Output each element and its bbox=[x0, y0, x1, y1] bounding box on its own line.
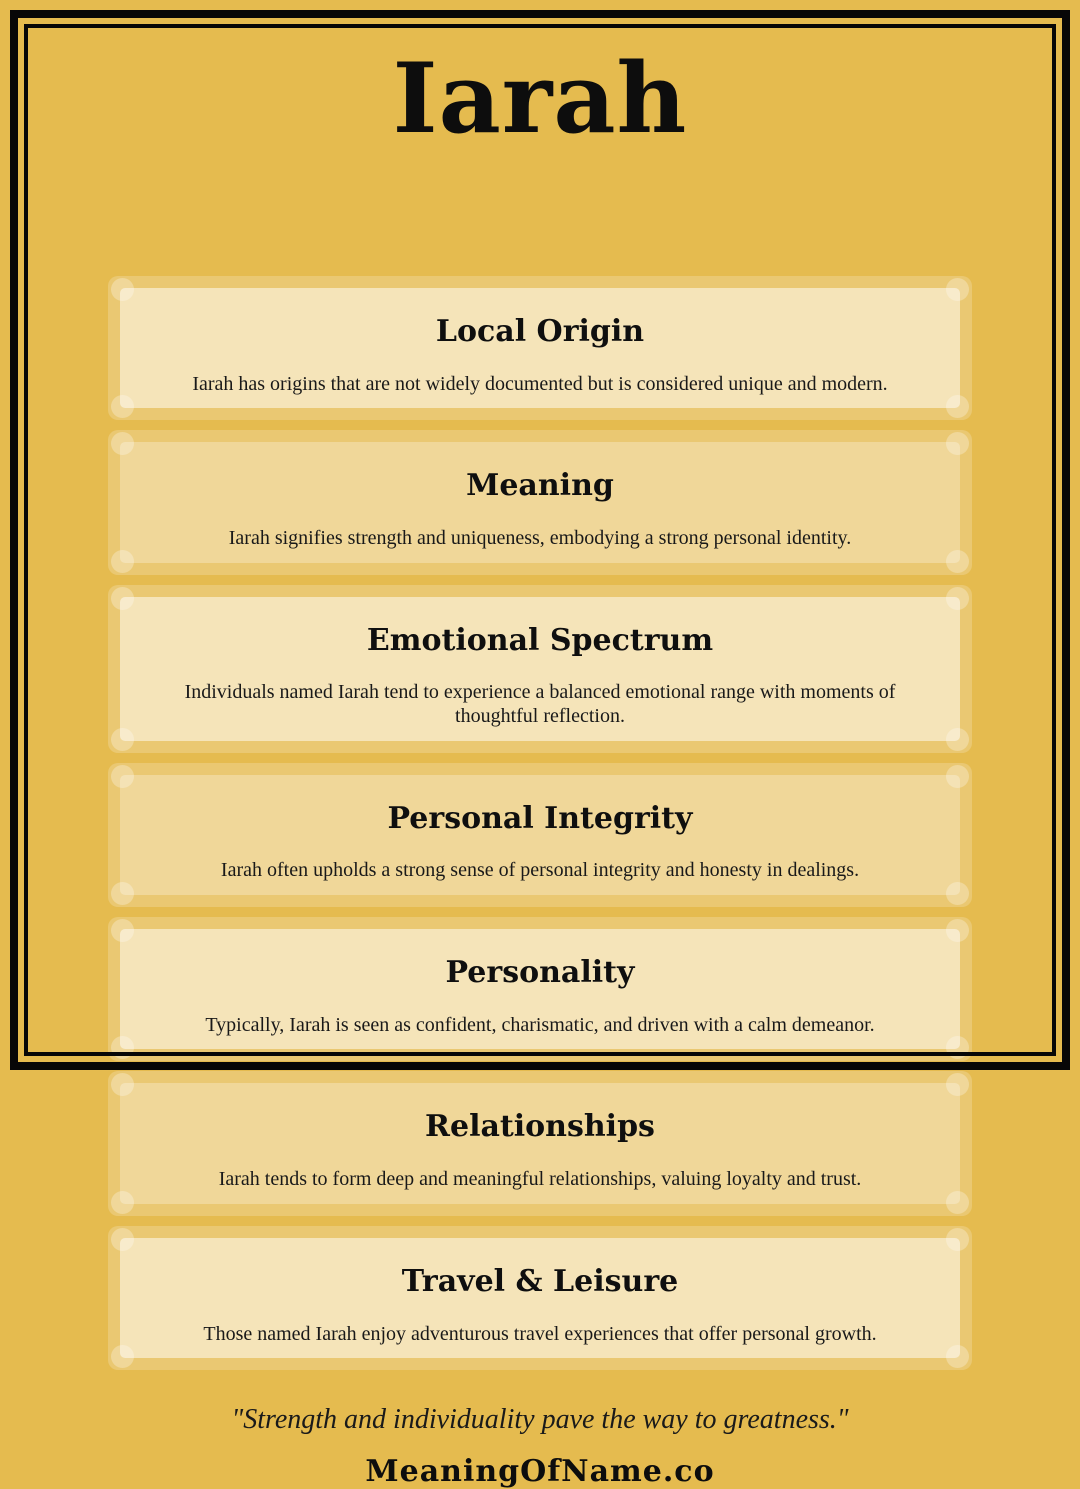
info-card bbox=[108, 430, 972, 574]
card-body-text: Iarah often upholds a strong sense of personal integrity and honesty in dealings. bbox=[220, 859, 860, 882]
info-card bbox=[108, 585, 972, 753]
corner-rivet-icon bbox=[111, 882, 134, 905]
page-content bbox=[28, 28, 1052, 1489]
corner-rivet-icon bbox=[111, 728, 134, 751]
card-heading: Relationships bbox=[425, 1109, 655, 1145]
card-list bbox=[108, 276, 972, 1370]
corner-rivet-icon bbox=[111, 587, 134, 610]
corner-rivet-icon bbox=[111, 1228, 134, 1251]
corner-rivet-icon bbox=[946, 278, 969, 301]
corner-rivet-icon bbox=[111, 1191, 134, 1214]
corner-rivet-icon bbox=[111, 1036, 134, 1059]
corner-rivet-icon bbox=[946, 587, 969, 610]
card-panel bbox=[120, 929, 960, 1049]
footer bbox=[231, 1404, 848, 1489]
card-heading: Personal Integrity bbox=[387, 800, 693, 836]
card-panel bbox=[120, 1083, 960, 1203]
tagline-quote: "Strength and individuality pave the way to greatness." bbox=[231, 1404, 849, 1436]
corner-rivet-icon bbox=[111, 278, 134, 301]
info-card bbox=[108, 917, 972, 1061]
card-panel bbox=[120, 442, 960, 562]
page-title: Iarah bbox=[392, 42, 688, 155]
brand-watermark: MeaningOfName.co bbox=[365, 1454, 715, 1489]
card-heading: Local Origin bbox=[435, 313, 645, 349]
corner-rivet-icon bbox=[946, 395, 969, 418]
card-heading: Travel & Leisure bbox=[401, 1263, 679, 1299]
corner-rivet-icon bbox=[946, 728, 969, 751]
corner-rivet-icon bbox=[946, 550, 969, 573]
card-panel bbox=[120, 775, 960, 895]
corner-rivet-icon bbox=[946, 432, 969, 455]
corner-rivet-icon bbox=[946, 1228, 969, 1251]
corner-rivet-icon bbox=[111, 1345, 134, 1368]
corner-rivet-icon bbox=[111, 919, 134, 942]
info-card bbox=[108, 763, 972, 907]
card-heading: Personality bbox=[445, 954, 635, 990]
card-body-text: Iarah signifies strength and uniqueness, embodying a strong personal identity. bbox=[228, 527, 852, 550]
card-body-text: Iarah tends to form deep and meaningful relationships, valuing loyalty and trust. bbox=[218, 1168, 862, 1191]
corner-rivet-icon bbox=[111, 395, 134, 418]
corner-rivet-icon bbox=[946, 919, 969, 942]
info-card bbox=[108, 1071, 972, 1215]
card-panel bbox=[120, 1238, 960, 1358]
info-card bbox=[108, 1226, 972, 1370]
card-body-text: Typically, Iarah is seen as confident, charismatic, and driven with a calm demeanor. bbox=[205, 1013, 875, 1036]
info-card bbox=[108, 276, 972, 420]
corner-rivet-icon bbox=[946, 1036, 969, 1059]
card-body-text: Individuals named Iarah tend to experience a balanced emotional range with moments of thoughtful reflection. bbox=[184, 681, 896, 728]
card-heading: Meaning bbox=[466, 468, 614, 504]
card-heading: Emotional Spectrum bbox=[366, 622, 714, 658]
corner-rivet-icon bbox=[111, 765, 134, 788]
corner-rivet-icon bbox=[946, 765, 969, 788]
card-body-text: Iarah has origins that are not widely documented but is considered unique and modern. bbox=[192, 372, 888, 395]
corner-rivet-icon bbox=[946, 1191, 969, 1214]
corner-rivet-icon bbox=[946, 882, 969, 905]
corner-rivet-icon bbox=[111, 550, 134, 573]
card-panel bbox=[120, 597, 960, 741]
corner-rivet-icon bbox=[946, 1345, 969, 1368]
card-panel bbox=[120, 288, 960, 408]
corner-rivet-icon bbox=[946, 1073, 969, 1096]
card-body-text: Those named Iarah enjoy adventurous travel experiences that offer personal growth. bbox=[203, 1322, 877, 1345]
